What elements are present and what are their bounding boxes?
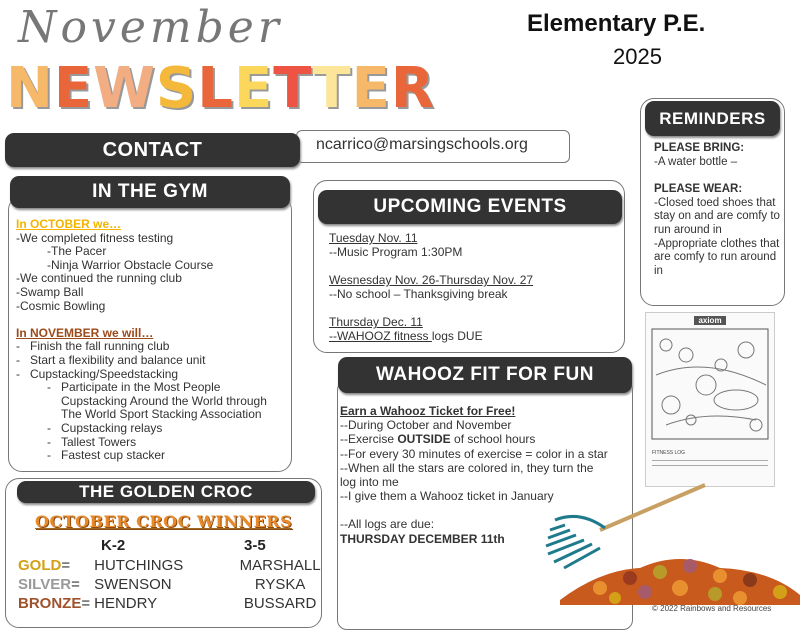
october-heading: In OCTOBER we…: [16, 217, 122, 231]
event-desc-underlined: --WAHOOZ fitness: [329, 328, 432, 343]
bring-label: PLEASE BRING:: [654, 142, 745, 154]
rake-and-leaves-illustration: [540, 480, 800, 610]
medal-label: GOLD: [18, 557, 62, 574]
oct-item: -We continued the running club: [16, 271, 182, 286]
croc-row: SILVER= SWENSON RYSKA: [18, 575, 330, 594]
wahooz-due-date: THURSDAY DECEMBER 11th: [340, 531, 505, 546]
gym-content: In OCTOBER we… -We completed fitness testing -The Pacer -Ninja Warrior Obstacle Course -We continued the running club -Swamp Ball -Cosmic Bowling In NOVEMBER we will… - Finish the fall running club - Start a flexibility and balance unit - Cupstacking/Speedstacking - Participate in the Most People Cupstacking Around the World through The World Sport Stacking Association - Cupstacking relays - Tallest Towers - Fastest cup stacker: [16, 218, 288, 463]
wahooz-line: of school hours: [450, 432, 536, 447]
event-date: Tuesday Nov. 11: [329, 231, 418, 245]
k2-winner: HUTCHINGS: [94, 557, 184, 574]
wahooz-due-label: --All logs are due:: [340, 517, 435, 532]
newsletter-letter: R: [390, 56, 436, 121]
wear-item: -Appropriate clothes that are comfy to run around in: [654, 237, 780, 277]
k2-winner: SWENSON: [94, 576, 172, 593]
k2-winner: HENDRY: [94, 595, 158, 612]
november-heading: In NOVEMBER we will…: [16, 325, 154, 340]
event-desc: --No school – Thanksgiving break: [329, 286, 508, 301]
croc-winners-title: OCTOBER CROC WINNERS: [35, 512, 293, 531]
rake-head: [546, 516, 605, 568]
wahooz-heading: WAHOOZ FIT FOR FUN: [338, 357, 632, 393]
nov-item: Cupstacking/Speedstacking: [30, 366, 179, 381]
grade35-winner: RYSKA: [254, 576, 306, 593]
grade35-winner: BUSSARD: [243, 595, 317, 612]
newsletter-letter: T: [312, 56, 352, 121]
grade35-winner: MARSHALL: [239, 557, 321, 574]
axiom-logo: axiom: [694, 316, 726, 325]
wahooz-line: --I give them a Wahooz ticket in January: [340, 489, 554, 504]
oct-item: -We completed fitness testing: [16, 230, 174, 245]
newsletter-title: [6, 56, 435, 121]
coloring-caption: FITNESS LOG: [652, 450, 686, 456]
cup-item: Cupstacking relays: [61, 420, 163, 435]
oct-item: -Swamp Ball: [16, 284, 84, 299]
newsletter-letter: N: [6, 56, 54, 121]
rake-handle: [600, 485, 705, 530]
cup-item: Participate in the Most People Cupstacking Around the World through The World Sport Stacking Association: [61, 380, 267, 422]
col-k2: K-2: [101, 537, 126, 554]
newsletter-letter: W: [93, 56, 156, 121]
cup-item: Fastest cup stacker: [61, 448, 166, 463]
wear-item: -Closed toed shoes that stay on and are comfy to run around in: [654, 196, 780, 236]
col-3-5: 3-5: [244, 537, 266, 554]
wahooz-line: --For every 30 minutes of exercise = color in a star: [340, 446, 608, 461]
newsletter-letter: L: [197, 56, 234, 121]
medal-label: BRONZE: [18, 595, 82, 612]
wahooz-line: --When all the stars are colored in, they turn the log into me: [340, 460, 594, 490]
wear-label: PLEASE WEAR:: [654, 183, 743, 196]
event-desc: logs DUE: [431, 328, 483, 343]
croc-row: GOLD= HUTCHINGS MARSHALL: [18, 556, 330, 575]
contact-heading: CONTACT: [5, 133, 300, 167]
croc-heading: THE GOLDEN CROC: [17, 481, 315, 503]
wahooz-line: --Exercise: [340, 432, 398, 447]
newsletter-letter: S: [155, 56, 198, 121]
cup-item: Tallest Towers: [61, 434, 137, 449]
oct-item: -Ninja Warrior Obstacle Course: [47, 257, 214, 272]
event-date: Thursday Dec. 11: [329, 315, 423, 330]
oct-item: -The Pacer: [47, 244, 107, 259]
school-title: Elementary P.E.: [527, 10, 706, 37]
newsletter-letter: T: [273, 56, 313, 121]
wahooz-line: --During October and November: [340, 418, 512, 433]
oct-item: -Cosmic Bowling: [16, 298, 106, 313]
wahooz-emphasis: OUTSIDE: [397, 432, 451, 447]
events-heading: UPCOMING EVENTS: [318, 190, 622, 224]
coloring-drawing: [646, 325, 774, 445]
fitness-log-coloring-image: [645, 312, 775, 487]
event-date: Wesnesday Nov. 26-Thursday Nov. 27: [329, 273, 534, 288]
script-title: November: [18, 2, 283, 53]
croc-row: BRONZE= HENDRY BUSSARD: [18, 594, 330, 613]
reminders-content: [654, 142, 780, 278]
bring-item: -A water bottle –: [654, 155, 738, 168]
copyright: © 2022 Rainbows and Resources: [652, 604, 772, 613]
events-list: [329, 232, 619, 344]
year: 2025: [613, 44, 662, 69]
reminders-heading: REMINDERS: [645, 101, 780, 136]
event-desc: --Music Program 1:30PM: [329, 244, 463, 259]
wahooz-subheading: Earn a Wahooz Ticket for Free!: [340, 404, 516, 418]
nov-item: Finish the fall running club: [30, 339, 170, 354]
gym-heading: IN THE GYM: [10, 176, 290, 208]
newsletter-letter: E: [351, 56, 391, 121]
croc-winners-table: [18, 556, 330, 613]
newsletter-letter: E: [233, 56, 274, 121]
nov-item: Start a flexibility and balance unit: [30, 352, 206, 367]
contact-email[interactable]: ncarrico@marsingschools.org: [316, 136, 528, 153]
newsletter-letter: E: [53, 56, 94, 121]
medal-label: SILVER: [18, 576, 72, 593]
